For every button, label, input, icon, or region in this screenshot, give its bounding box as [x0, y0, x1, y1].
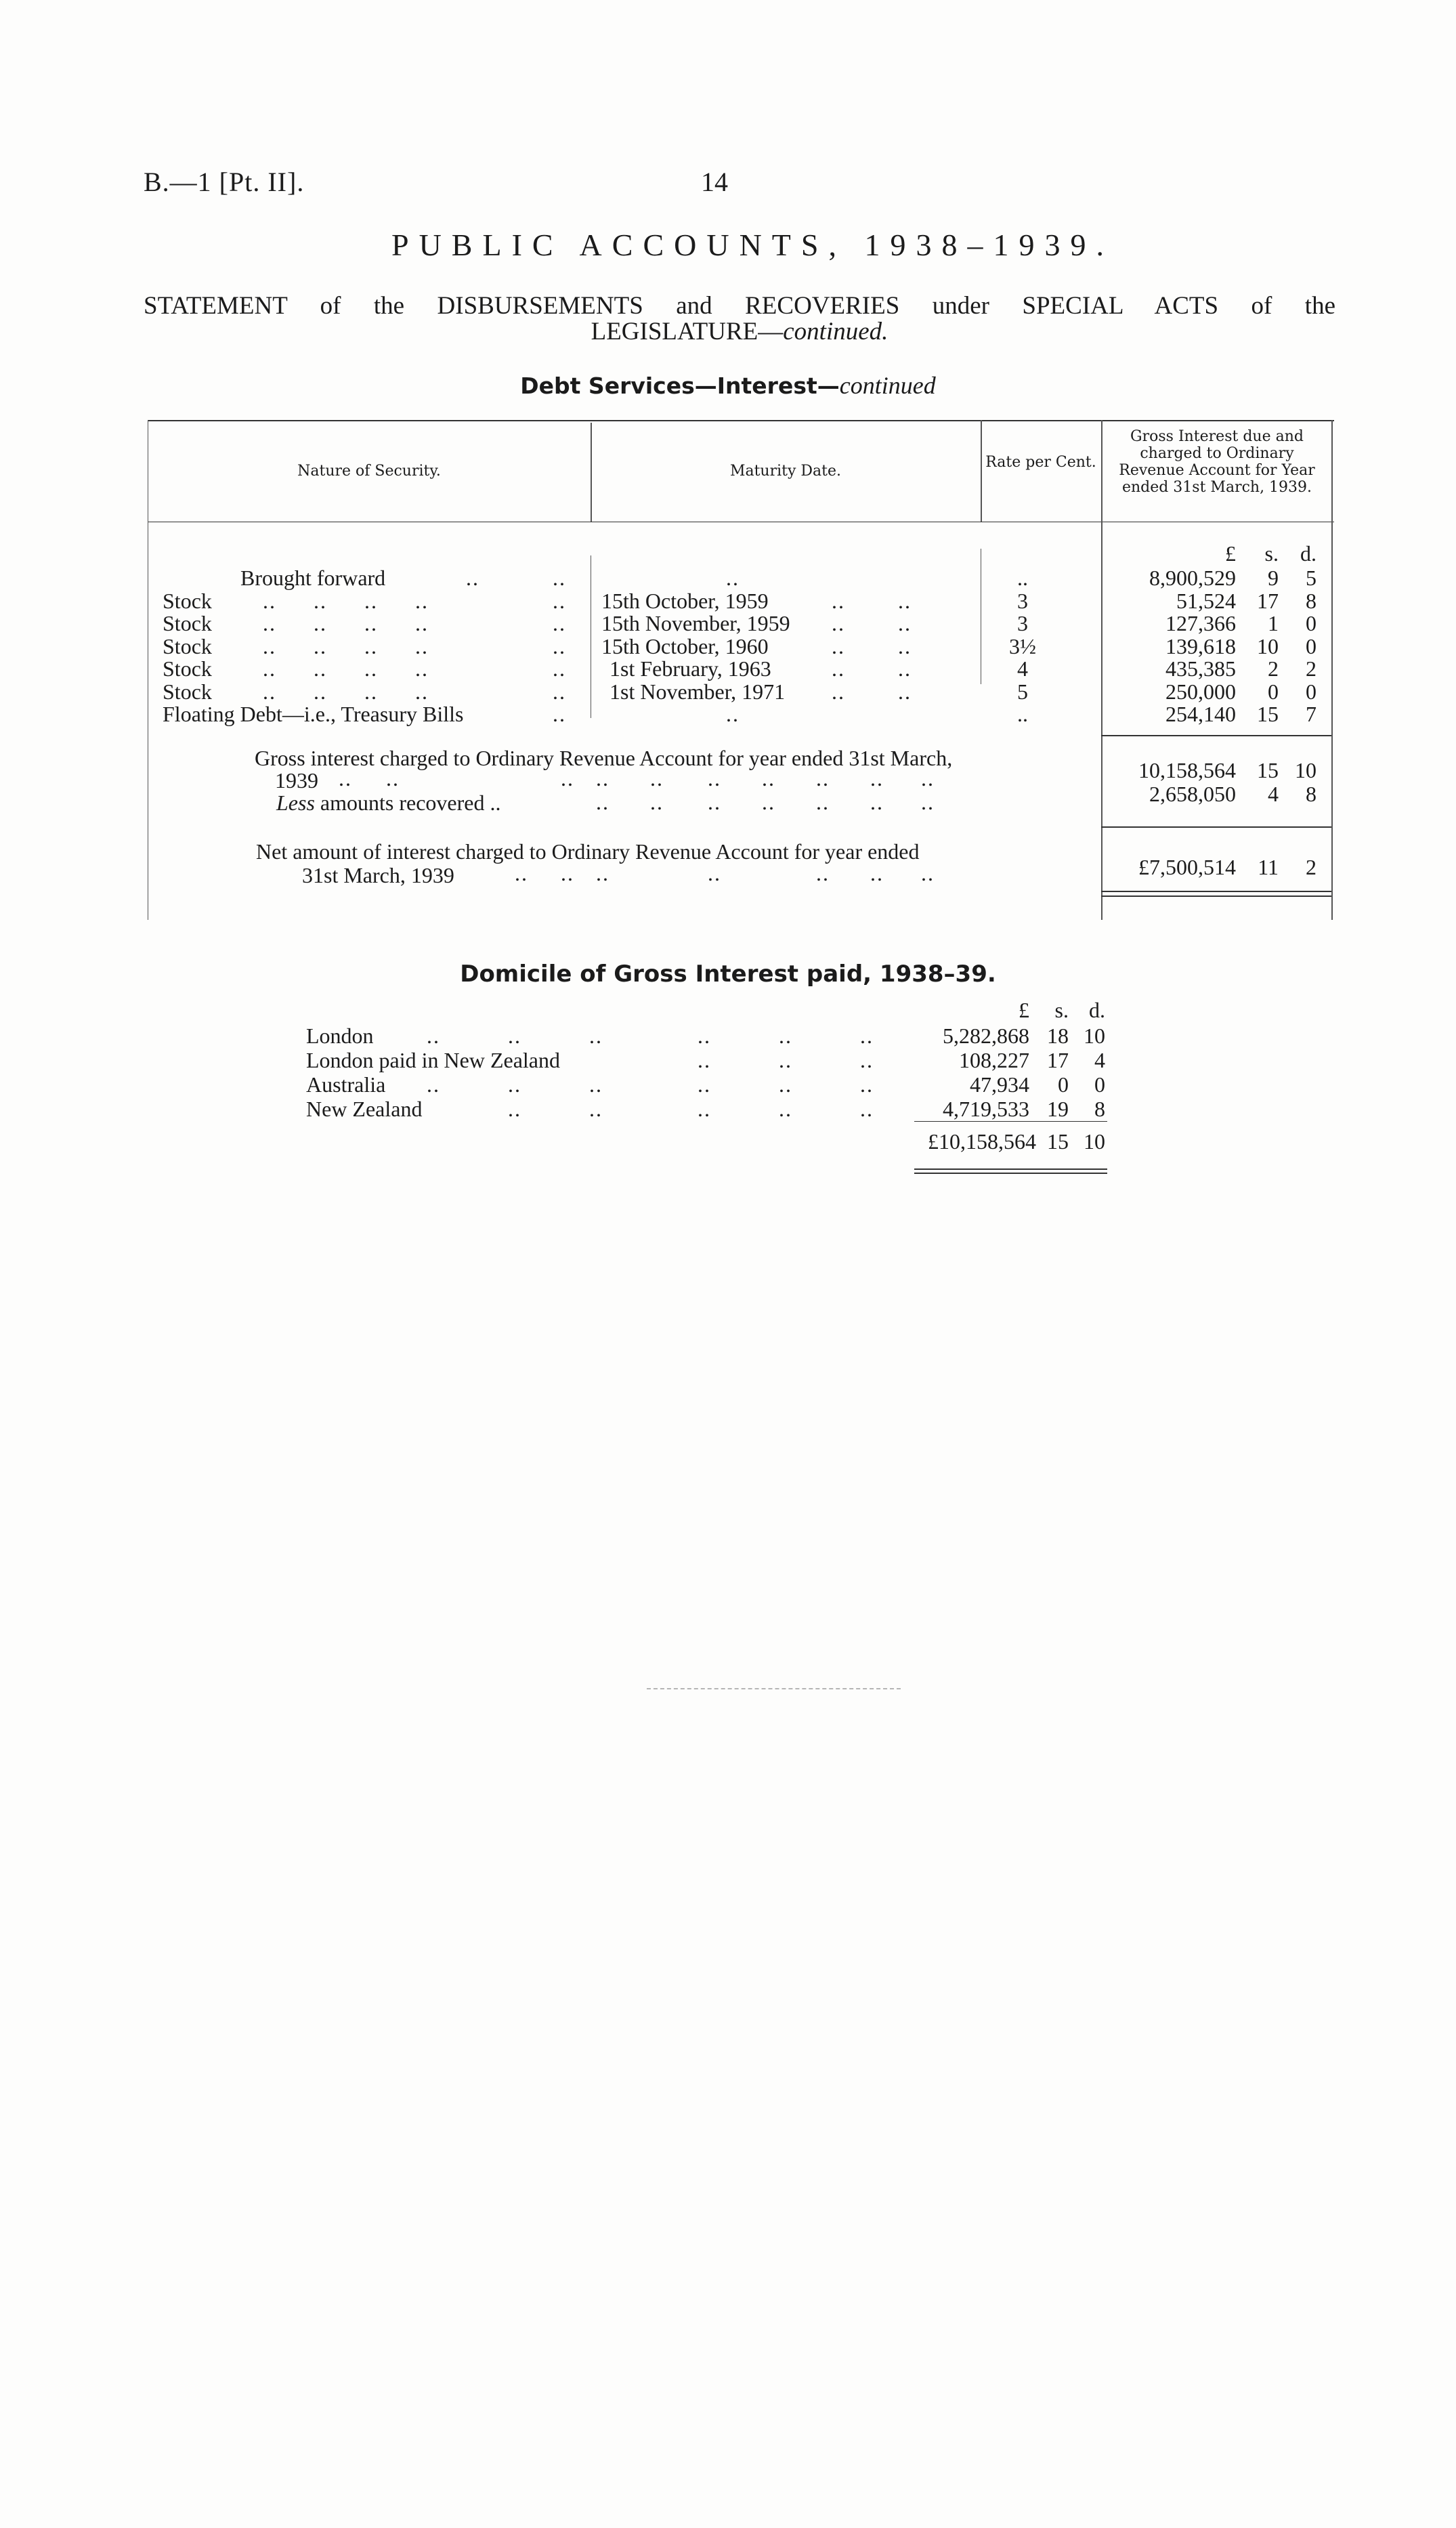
row-pence: 0: [1306, 679, 1316, 704]
domicile-total-rule: [914, 1121, 1107, 1122]
net-leader-dots-text: ..: [561, 861, 574, 885]
less-total-pounds: 2,658,050: [1149, 782, 1236, 806]
domicile-row-shillings: 0: [1058, 1072, 1069, 1097]
row-rate: 3: [1017, 588, 1028, 613]
col-rule-2: [981, 420, 982, 522]
print-mark: [647, 1688, 901, 1689]
leader-dots: ..: [650, 766, 664, 791]
less-total-pence: 8: [1306, 782, 1316, 806]
domicile-row-pounds: 5,282,868: [943, 1024, 1029, 1048]
leader-dots: ..: [386, 766, 400, 791]
net-label-line-2: 31st March, 1939: [302, 863, 454, 887]
gross-leader-dots: [561, 767, 574, 790]
leader-dots: ..: [870, 766, 884, 791]
domicile-row-leaders: ..: [860, 1048, 874, 1072]
debt-interest-table: [148, 420, 1334, 921]
domicile-row-leaders: ..: [779, 1048, 792, 1072]
currency-head-pence: d.: [1300, 541, 1316, 566]
currency-head-pounds: £: [1225, 541, 1236, 566]
row-maturity-leaders: ..: [898, 679, 912, 704]
row-nature-leaders: ..: [415, 588, 429, 613]
domicile-row-shillings: 17: [1047, 1048, 1069, 1072]
row-pounds: 139,618: [1165, 633, 1236, 658]
leader-dots: ..: [650, 790, 664, 814]
row-maturity: 15th November, 1959: [601, 611, 790, 635]
leader-dots: ..: [596, 766, 609, 791]
less-label: [276, 791, 500, 814]
domicile-total-pence: 10: [1084, 1129, 1105, 1154]
row-pence: 0: [1306, 611, 1316, 635]
row-rate: ..: [1017, 702, 1028, 726]
domicile-double-rule-2: [914, 1173, 1107, 1174]
leader-dots: ..: [870, 861, 884, 885]
row-nature-leaders: ..: [364, 588, 378, 613]
gross-total-shillings: 15: [1257, 758, 1279, 782]
net-leader-dots: [561, 862, 574, 885]
leader-dots: ..: [596, 861, 609, 885]
row-shillings: 0: [1268, 679, 1279, 704]
header-gross: Gross Interest due and charged to Ordinary Revenue Account for Year ended 31st March, 1939.: [1119, 428, 1315, 496]
domicile-row-label: London: [306, 1024, 374, 1048]
row-nature-leaders: ..: [415, 633, 429, 658]
net-total-pence: 2: [1306, 855, 1316, 879]
row-maturity-leaders: ..: [832, 679, 845, 704]
row-nature-end-leaders: ..: [553, 679, 566, 704]
subtitle-italic: continued: [839, 372, 936, 399]
row-maturity: ..: [726, 702, 740, 726]
net-total-pounds: £7,500,514: [1138, 855, 1236, 879]
row-nature-end-leaders: ..: [553, 566, 566, 590]
subtitle-main: Debt Services—Interest—: [520, 373, 840, 399]
statement-line-2: [144, 319, 1335, 345]
gross-label-line-2: 1939: [275, 768, 318, 793]
domicile-row-leaders: ..: [427, 1072, 440, 1097]
domicile-row-leaders: ..: [698, 1072, 711, 1097]
row-nature-leaders: ..: [314, 633, 327, 658]
row-nature-leaders: ..: [263, 633, 276, 658]
row-rate: ..: [1017, 566, 1028, 590]
row-nature-leaders: ..: [314, 679, 327, 704]
row-shillings: 1: [1268, 611, 1279, 635]
row-nature: Brought forward: [240, 566, 386, 590]
domicile-total-shillings: 15: [1047, 1129, 1069, 1154]
domicile-row-pounds: 108,227: [959, 1048, 1029, 1072]
leader-dots: ..: [762, 790, 775, 814]
row-maturity-leaders: ..: [832, 588, 845, 613]
row-rate: 3½: [1009, 633, 1036, 658]
statement-heading: [144, 293, 1335, 345]
row-maturity-leaders: ..: [832, 611, 845, 635]
gross-total-pounds: 10,158,564: [1138, 758, 1236, 782]
domicile-row-leaders: ..: [508, 1024, 521, 1048]
row-nature-leaders: ..: [314, 656, 327, 681]
row-nature-leaders: ..: [263, 656, 276, 681]
row-nature-end-leaders: ..: [553, 702, 566, 726]
domicile-row-leaders: ..: [860, 1097, 874, 1121]
row-pounds: 8,900,529: [1149, 566, 1236, 590]
row-nature-leaders: ..: [314, 611, 327, 635]
row-maturity: 1st November, 1971: [609, 679, 786, 704]
row-nature-leaders: ..: [314, 588, 327, 613]
row-nature-leaders: ..: [263, 611, 276, 635]
row-nature-end-leaders: ..: [553, 611, 566, 635]
row-maturity: 15th October, 1959: [601, 588, 769, 613]
less-total-shillings: 4: [1268, 782, 1279, 806]
row-pence: 5: [1306, 566, 1316, 590]
row-nature: Stock: [163, 633, 212, 658]
leader-dots: ..: [708, 766, 721, 791]
net-label-line-1: Net amount of interest charged to Ordinary Revenue Account for year ended: [256, 839, 920, 864]
row-pence: 8: [1306, 588, 1316, 613]
domicile-row-leaders: ..: [860, 1024, 874, 1048]
leader-dots: ..: [921, 861, 935, 885]
domicile-title: Domicile of Gross Interest paid, 1938–39.: [460, 961, 996, 988]
table-top-rule: [148, 420, 1334, 421]
row-pounds: 250,000: [1165, 679, 1236, 704]
domicile-row-leaders: ..: [860, 1072, 874, 1097]
row-pounds: 51,524: [1176, 588, 1236, 613]
row-maturity: 15th October, 1960: [601, 633, 769, 658]
row-shillings: 9: [1268, 566, 1279, 590]
net-rule: [1101, 826, 1331, 828]
leader-dots: ..: [870, 790, 884, 814]
domicile-row-label: Australia: [306, 1072, 386, 1097]
row-pence: 2: [1306, 656, 1316, 681]
row-nature-end-leaders: ..: [553, 656, 566, 681]
domicile-row-pence: 8: [1094, 1097, 1105, 1121]
leader-dots: ..: [515, 861, 528, 885]
table-right-rule: [1331, 420, 1333, 920]
row-shillings: 15: [1257, 702, 1279, 726]
page-reference: B.—1 [Pt. II].: [144, 167, 305, 197]
row-maturity-leaders: ..: [898, 656, 912, 681]
row-shillings: 17: [1257, 588, 1279, 613]
row-nature-leaders: ..: [263, 679, 276, 704]
row-pence: 7: [1306, 702, 1316, 726]
net-double-rule-1: [1101, 891, 1331, 892]
domicile-row-pence: 4: [1094, 1048, 1105, 1072]
leader-dots: ..: [708, 790, 721, 814]
row-nature-leaders: ..: [364, 656, 378, 681]
leader-dots: ..: [339, 766, 352, 791]
domicile-row-leaders: ..: [779, 1072, 792, 1097]
domicile-row-pounds: 4,719,533: [943, 1097, 1029, 1121]
row-nature-leaders: ..: [364, 633, 378, 658]
leader-dots: ..: [596, 790, 609, 814]
row-nature-leaders: ..: [263, 588, 276, 613]
section-subtitle: [0, 371, 1456, 400]
row-maturity: 1st February, 1963: [609, 656, 771, 681]
row-rate: 3: [1017, 611, 1028, 635]
domicile-row-leaders: ..: [589, 1097, 603, 1121]
domicile-row-leaders: ..: [589, 1024, 603, 1048]
net-double-rule-2: [1101, 896, 1331, 897]
gross-leader-dots-text: ..: [561, 766, 574, 791]
row-nature: Stock: [163, 588, 212, 613]
row-rate: 4: [1017, 656, 1028, 681]
domicile-row-pence: 0: [1094, 1072, 1105, 1097]
currency-head-shillings: s.: [1264, 541, 1279, 566]
row-maturity-leaders: ..: [832, 656, 845, 681]
row-maturity-leaders: ..: [898, 611, 912, 635]
domicile-row-leaders: ..: [589, 1072, 603, 1097]
header-nature: Nature of Security.: [297, 463, 441, 480]
domicile-head-shillings: s.: [1054, 998, 1069, 1022]
row-nature-end-leaders: ..: [553, 633, 566, 658]
row-nature: Stock: [163, 611, 212, 635]
gross-label-line-1: Gross interest charged to Ordinary Revenue Account for year ended 31st March,: [255, 746, 953, 770]
header-maturity: Maturity Date.: [729, 463, 842, 480]
statement-line-1: STATEMENT of the DISBURSEMENTS and RECOVERIES under SPECIAL ACTS of the: [144, 292, 1335, 320]
domicile-row-leaders: ..: [779, 1024, 792, 1048]
page-number: 14: [701, 167, 728, 197]
leader-dots: ..: [816, 766, 830, 791]
leader-dots: ..: [762, 766, 775, 791]
row-maturity-leaders: ..: [898, 588, 912, 613]
row-nature-leaders: ..: [415, 611, 429, 635]
row-nature: Stock: [163, 679, 212, 704]
domicile-row-leaders: ..: [698, 1024, 711, 1048]
leader-dots: ..: [708, 861, 721, 885]
leader-dots: ..: [816, 790, 830, 814]
leader-dots: ..: [921, 766, 935, 791]
page-title: PUBLIC ACCOUNTS, 1938–1939.: [391, 228, 1114, 262]
leader-dots: ..: [921, 790, 935, 814]
subtotal-rule: [1101, 735, 1331, 736]
row-pounds: 254,140: [1165, 702, 1236, 726]
row-nature-leaders: ..: [364, 679, 378, 704]
row-shillings: 10: [1257, 633, 1279, 658]
less-label-text: amounts recovered ..: [320, 791, 501, 815]
less-italic: Less: [276, 791, 315, 815]
domicile-total-pounds: £10,158,564: [928, 1129, 1036, 1154]
row-shillings: 2: [1268, 656, 1279, 681]
statement-line-2-italic: continued.: [783, 318, 888, 345]
domicile-head-pounds: £: [1019, 998, 1029, 1022]
row-maturity-leaders: ..: [832, 633, 845, 658]
domicile-row-pounds: 47,934: [970, 1072, 1029, 1097]
row-pence: 0: [1306, 633, 1316, 658]
row-pounds: 127,366: [1165, 611, 1236, 635]
row-nature-leaders: ..: [364, 611, 378, 635]
domicile-head-pence: d.: [1089, 998, 1105, 1022]
domicile-row-leaders: ..: [779, 1097, 792, 1121]
domicile-row-leaders: ..: [427, 1024, 440, 1048]
row-nature-leaders: ..: [415, 656, 429, 681]
domicile-row-leaders: ..: [508, 1097, 521, 1121]
header-rate: Rate per Cent.: [985, 454, 1096, 471]
domicile-row-shillings: 18: [1047, 1024, 1069, 1048]
statement-line-2-main: LEGISLATURE—: [591, 318, 784, 345]
col-rule-3: [1101, 420, 1102, 920]
domicile-row-leaders: ..: [508, 1072, 521, 1097]
domicile-row-shillings: 19: [1047, 1097, 1069, 1121]
gross-total-pence: 10: [1295, 758, 1316, 782]
row-maturity: ..: [726, 566, 740, 590]
row-nature: Floating Debt—i.e., Treasury Bills: [163, 702, 464, 726]
row-nature-end-leaders: ..: [553, 588, 566, 613]
row-nature-leaders: ..: [466, 566, 479, 590]
domicile-row-leaders: ..: [698, 1097, 711, 1121]
row-nature: Stock: [163, 656, 212, 681]
domicile-row-pence: 10: [1084, 1024, 1105, 1048]
row-nature-leaders: ..: [415, 679, 429, 704]
domicile-double-rule-1: [914, 1168, 1107, 1170]
net-total-shillings: 11: [1258, 855, 1279, 879]
domicile-row-label: London paid in New Zealand: [306, 1048, 560, 1072]
row-rate: 5: [1017, 679, 1028, 704]
domicile-row-label: New Zealand: [306, 1097, 423, 1121]
leader-dots: ..: [816, 861, 830, 885]
row-maturity-leaders: ..: [898, 633, 912, 658]
domicile-row-leaders: ..: [698, 1048, 711, 1072]
row-pounds: 435,385: [1165, 656, 1236, 681]
